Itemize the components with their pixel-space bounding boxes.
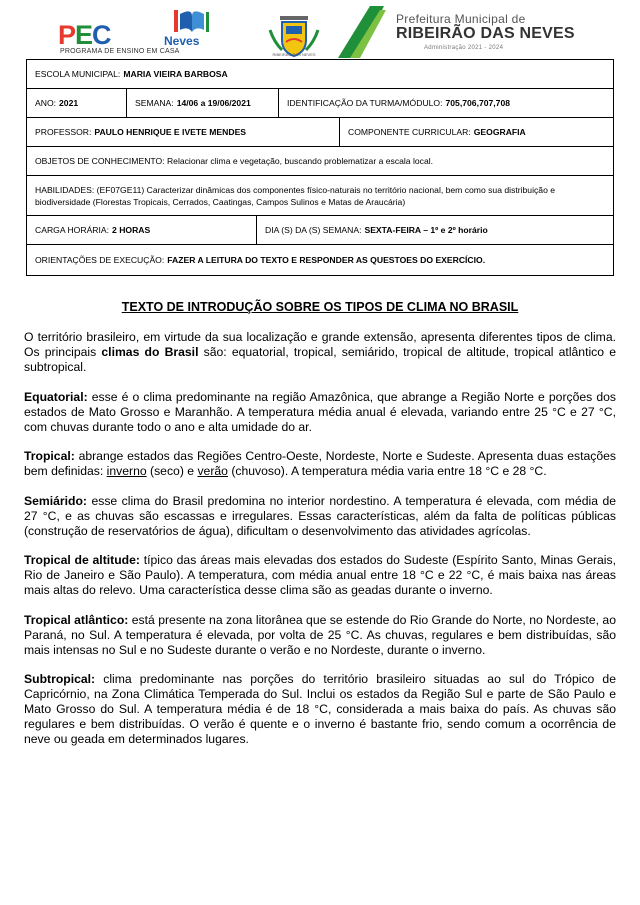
turma-value: 705,706,707,708 — [445, 98, 511, 108]
row-habilidades — [27, 176, 613, 216]
semana-label: SEMANA: — [135, 98, 174, 108]
pec-logo-subtitle: PROGRAMA DE ENSINO EM CASA — [60, 48, 180, 55]
row-escola — [27, 60, 613, 89]
pec-logo-neves: Neves — [164, 34, 200, 48]
componente-label: COMPONENTE CURRICULAR: — [348, 127, 471, 137]
row-professor — [27, 118, 613, 147]
text-title: TEXTO DE INTRODUÇÃO SOBRE OS TIPOS DE CLIMA NO BRASIL — [121, 300, 519, 314]
cell-componente — [339, 118, 613, 146]
escola-label: ESCOLA MUNICIPAL: — [35, 69, 121, 79]
atlantico-paragraph: Tropical atlântico: está presente na zona litorânea que se estende do Rio Grande do Norte, no Nordeste, ao Paraná, no Sul. A temperatura é elevada, por volta de 25 °C. As chuvas, regulares e bem distribuídas, são mais intensas no Sul e no Sudeste durante o verão e no Nordeste, durante o inverno. — [24, 612, 616, 657]
prefeitura-city: RIBEIRÃO DAS NEVES — [396, 25, 575, 42]
row-carga — [27, 216, 613, 245]
pec-logo-letters: PEC — [58, 20, 111, 50]
seal-caption: RIBEIRÃO DAS NEVES — [272, 52, 316, 57]
row-ano — [27, 89, 613, 118]
orientacoes-value: FAZER A LEITURA DO TEXTO E RESPONDER AS QUESTOES DO EXERCÍCIO. — [167, 255, 486, 265]
cell-professor — [27, 118, 339, 146]
cell-carga — [27, 216, 256, 244]
row-objetos — [27, 147, 613, 176]
equatorial-paragraph: Equatorial: esse é o clima predominante na região Amazônica, que abrange a Região Norte e porções dos estados de Mato Grosso e Maranhão. A temperatura média anual é elevada, variando entre 25 °C e 27 °C, com chuvas durante todo o ano e alta umidade do ar. — [24, 389, 616, 434]
row-orientacoes — [27, 245, 613, 275]
componente-value: GEOGRAFIA — [473, 127, 526, 137]
cell-habilidades — [27, 182, 613, 210]
pec-logo — [58, 8, 218, 56]
tropical-paragraph: Tropical: abrange estados das Regiões Centro-Oeste, Nordeste, Norte e Sudeste. Apresenta duas estações bem definidas: inverno (seco) e verão (chuvoso). A temperatura média varia entre 18 °C e 28 °C. — [24, 449, 616, 478]
cell-turma — [278, 89, 613, 117]
habilidades-label: HABILIDADES: — [35, 184, 95, 195]
prefeitura-admin: Administração 2021 - 2024 — [424, 45, 504, 51]
dia-value: SEXTA-FEIRA – 1º e 2º horário — [364, 225, 488, 235]
school-info-table — [26, 59, 614, 276]
cell-semana — [126, 89, 278, 117]
professor-label: PROFESSOR: — [35, 127, 92, 137]
page-header — [0, 0, 640, 60]
text-body — [24, 330, 616, 762]
turma-label: IDENTIFICAÇÃO DA TURMA/MÓDULO: — [287, 98, 443, 108]
objetos-label: OBJETOS DE CONHECIMENTO: — [35, 156, 165, 166]
green-stripes-logo-icon — [336, 6, 386, 58]
carga-value: 2 HORAS — [112, 225, 151, 235]
cell-orientacoes — [27, 245, 613, 275]
ano-value: 2021 — [59, 98, 79, 108]
escola-value: MARIA VIEIRA BARBOSA — [123, 69, 228, 79]
subtropical-paragraph: Subtropical: clima predominante nas porções do território brasileiro situadas ao sul do Trópico de Capricórnio, na Zona Climática Temperada do Sul. Inclui os estados da Região Sul e parte de São Paulo e Mato Grosso do Sul. A temperatura média é de 18 °C, considerada a mais baixa do país. As chuvas são regulares e bem distribuídas. O verão é quente e o inverno é bastante frio, sendo comum a ocorrência de neve ou geada em determinados lugares. — [24, 672, 616, 746]
objetos-value: Relacionar clima e vegetação, buscando problematizar a escala local. — [166, 156, 434, 166]
prefeitura-line1: Prefeitura Municipal de — [396, 12, 526, 26]
cell-ano — [27, 89, 126, 117]
orientacoes-label: ORIENTAÇÕES DE EXECUÇÃO: — [35, 255, 165, 265]
semana-value: 14/06 a 19/06/2021 — [176, 98, 251, 108]
cell-objetos — [27, 147, 613, 175]
dia-label: DIA (S) DA (S) SEMANA: — [265, 225, 362, 235]
prefeitura-logo — [396, 12, 636, 51]
cell-escola — [27, 60, 613, 88]
semiarido-paragraph: Semiárido: esse clima do Brasil predomina no interior nordestino. A temperatura é elevada, com média de 27 °C, e as chuvas são escassas e irregulares. Essas características, além da falta de políticas públicas (construção de reservatórios de água), dificultam o desenvolvimento das atividades agrícolas. — [24, 493, 616, 538]
cell-dia — [256, 216, 613, 244]
book-icon — [168, 8, 216, 34]
intro-paragraph: O território brasileiro, em virtude da sua localização e grande extensão, apresenta diferentes tipos de clima. Os principais climas do Brasil são: equatorial, tropical, semiárido, tropical de altitude, tropical atlântico e subtropical. — [24, 330, 616, 374]
habilidades-value: (EF07GE11) Caracterizar dinâmicas dos componentes físico-naturais no território nacional, bem como sua distribuição e biodiversidade (Florestas Tropicais, Cerrados, Caatingas, Campos Sulinos e Matas de Araucária) — [35, 184, 556, 207]
ano-label: ANO: — [35, 98, 57, 108]
professor-value: PAULO HENRIQUE E IVETE MENDES — [94, 127, 247, 137]
carga-label: CARGA HORÁRIA: — [35, 225, 110, 235]
altitude-paragraph: Tropical de altitude: típico das áreas mais elevadas dos estados do Sudeste (Espírito Santo, Minas Gerais, Rio de Janeiro e São Paulo). A temperatura, com média anual entre 18 °C e 22 °C, é mais baixa nas áreas mais altas do relevo. Uma característica desse clima são as geadas durante o inverno. — [24, 553, 616, 597]
